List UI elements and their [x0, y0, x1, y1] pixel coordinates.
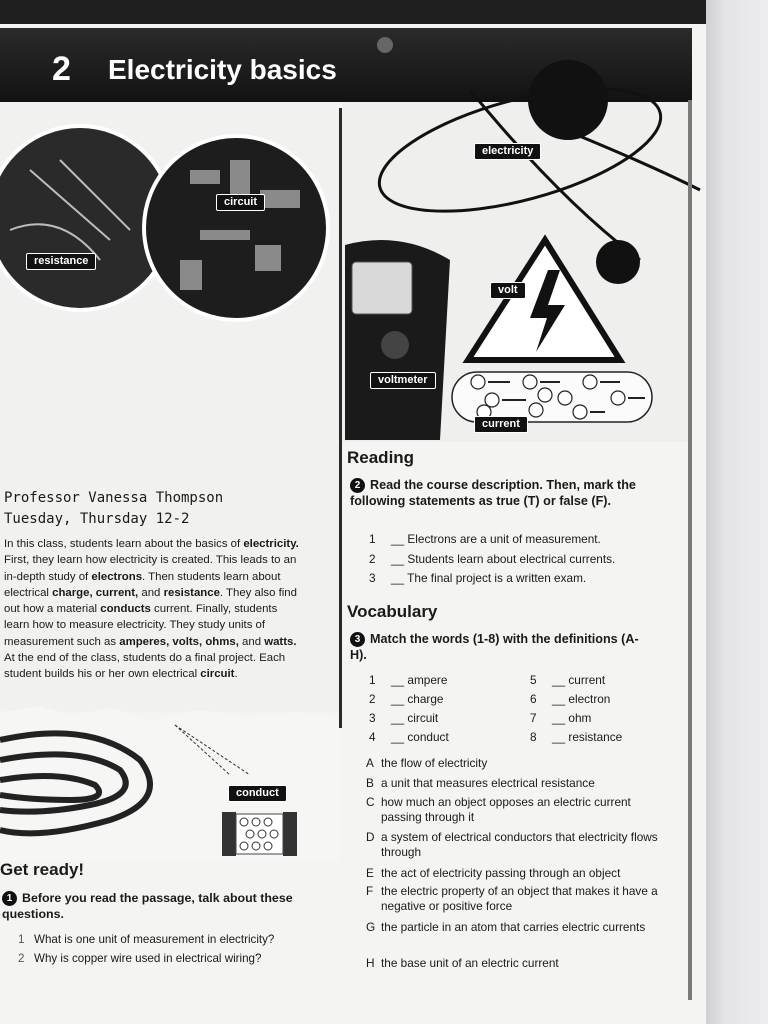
key-term: circuit: [200, 668, 235, 681]
passage-text: and: [138, 586, 164, 599]
voltmeter-screen: [352, 262, 412, 314]
word-4[interactable]: 4 __ conduct: [369, 730, 449, 744]
vocabulary-instruction-text: Match the words (1-8) with the definitions (A-H).: [350, 632, 639, 662]
key-term: resistance: [163, 586, 220, 599]
definition-g: G the particle in an atom that carries electric currents: [366, 920, 646, 934]
definition-h: H the base unit of an electric current: [366, 956, 559, 970]
passage-text: . Then students learn about electrical: [4, 570, 281, 599]
passage-text: In this class, students learn about the basics of: [4, 538, 244, 550]
exercise-number-badge: 1: [2, 891, 17, 906]
word-6[interactable]: 6 __ electron: [530, 692, 611, 706]
key-term: conducts: [100, 603, 151, 616]
word-1[interactable]: 1 __ ampere: [369, 673, 448, 687]
negative-terminal: [222, 812, 236, 856]
key-term: electricity.: [243, 538, 299, 550]
page-edge: [706, 0, 768, 1024]
conduct-label: conduct: [228, 785, 287, 802]
passage-text: current. Finally, students learn how to measure electricity. They study units of measurement such as: [4, 603, 278, 648]
statement-1[interactable]: 1 __ Electrons are a unit of measurement.: [369, 532, 601, 546]
word-8[interactable]: 8 __ resistance: [530, 730, 623, 744]
word-7[interactable]: 7 __ ohm: [530, 711, 592, 725]
volt-label: volt: [490, 282, 526, 299]
key-term: watts.: [264, 635, 297, 648]
statement-2[interactable]: 2 __ Students learn about electrical currents.: [369, 552, 616, 566]
electricity-label: electricity: [474, 143, 541, 160]
current-label: current: [474, 416, 528, 433]
word-5[interactable]: 5 __ current: [530, 673, 606, 687]
question-2: 2 Why is copper wire used in electrical wiring?: [18, 952, 262, 965]
unit-title: Electricity basics: [108, 54, 337, 85]
question-1: 1 What is one unit of measurement in electricity?: [18, 933, 275, 946]
definition-c: C how much an object opposes an electric current passing through it: [366, 795, 631, 824]
voltmeter-label: voltmeter: [370, 372, 436, 389]
statement-3[interactable]: 3 __ The final project is a written exam.: [369, 571, 587, 585]
professor-name: Professor Vanessa Thompson: [4, 490, 224, 506]
definition-d: D a system of electrical conductors that electricity flows through: [366, 830, 658, 859]
get-ready-instruction: [2, 890, 302, 922]
reading-instruction-text: Read the course description. Then, mark the following statements as true (T) or false (F).: [350, 478, 636, 508]
vocabulary-heading: Vocabulary: [347, 602, 438, 621]
key-term: amperes, volts, ohms,: [119, 635, 239, 648]
passage-text: and: [238, 635, 265, 648]
positive-terminal: [283, 812, 297, 856]
circuit-label: circuit: [216, 194, 265, 211]
course-description: [4, 536, 304, 683]
vocabulary-instruction: [350, 631, 650, 663]
reading-instruction: [350, 477, 650, 509]
passage-text: .: [234, 668, 238, 681]
definition-a: A the flow of electricity: [366, 756, 488, 770]
unit-number: 2: [52, 50, 71, 88]
get-ready-instruction-text: Before you read the passage, talk about these questions.: [2, 891, 293, 921]
word-3[interactable]: 3 __ circuit: [369, 711, 439, 725]
electron-ball: [596, 240, 640, 284]
key-term: electrons: [91, 570, 143, 583]
nucleus-ball: [528, 60, 608, 140]
word-2[interactable]: 2 __ charge: [369, 692, 444, 706]
definition-f: F the electric property of an object that makes it have a negative or positive force: [366, 884, 658, 913]
class-schedule: Tuesday, Thursday 12-2: [4, 511, 190, 527]
exercise-number-badge: 3: [350, 632, 365, 647]
column-divider: [339, 108, 342, 728]
reading-heading: Reading: [347, 448, 415, 467]
small-particle: [377, 37, 393, 53]
passage-text: At the end of the class, students do a final project. Each student builds his or her own electrical: [4, 652, 286, 681]
definition-b: B a unit that measures electrical resistance: [366, 776, 595, 790]
passage-text: . They also find out how a material: [4, 586, 297, 616]
get-ready-heading: Get ready!: [0, 860, 85, 879]
key-term: charge, current,: [52, 586, 139, 599]
definition-e: E the act of electricity passing through an object: [366, 866, 621, 880]
voltmeter-dial: [381, 331, 409, 359]
exercise-number-badge: 2: [350, 478, 365, 493]
passage-text: First, they learn how electricity is created. This leads to an in-depth study of: [4, 554, 297, 583]
resistance-label: resistance: [26, 253, 96, 270]
page-gutter-line: [688, 100, 692, 1000]
